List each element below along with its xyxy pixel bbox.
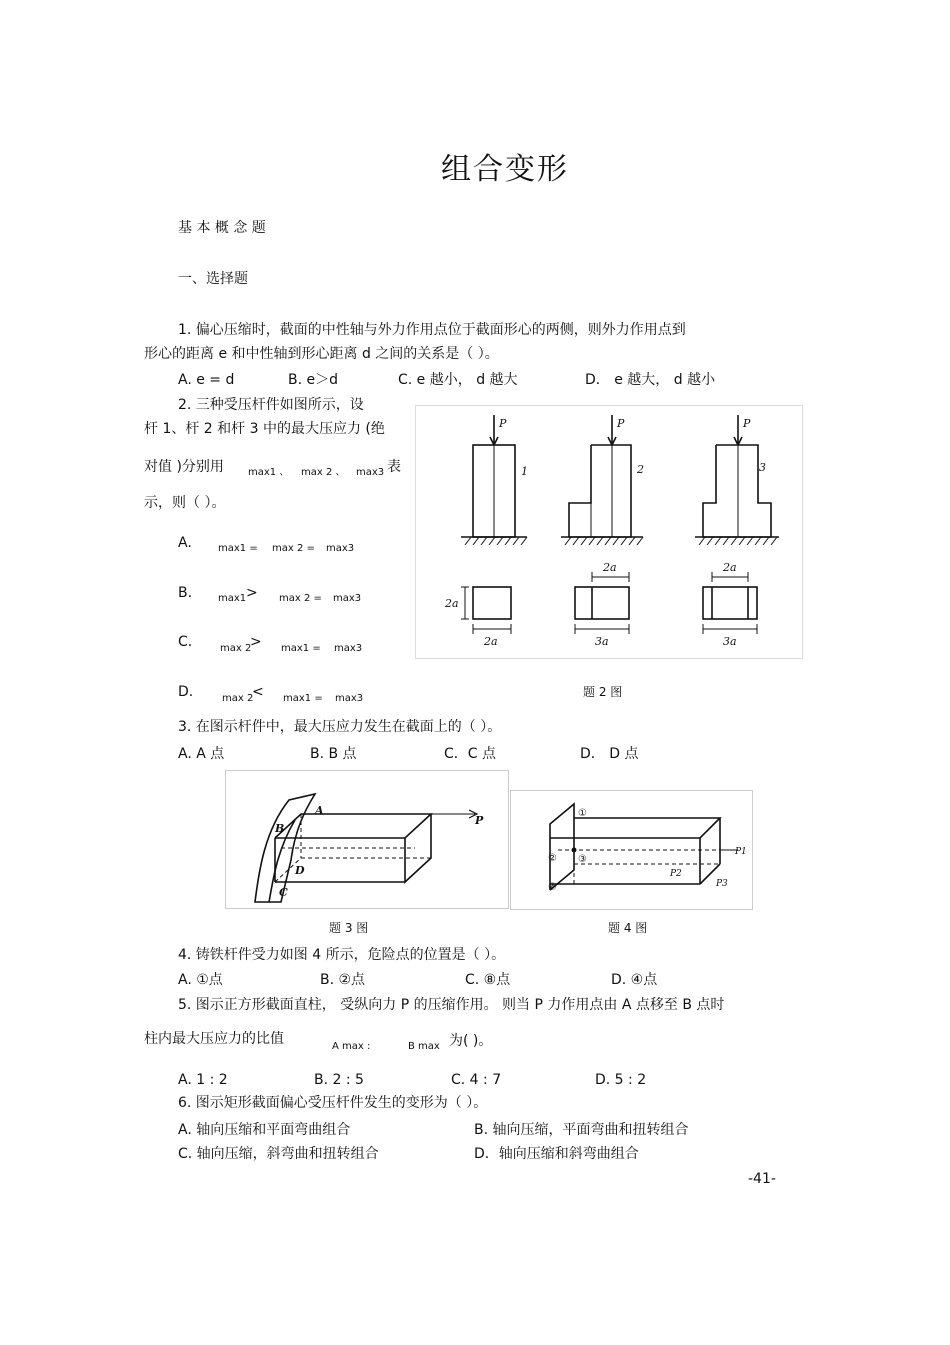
q2-option-b-s2: max 2 =: [279, 593, 322, 604]
q2-text-line2: 杆 1、杆 2 和杆 3 中的最大压应力 (绝: [144, 421, 385, 437]
q2-option-d-op: <: [252, 684, 264, 700]
q1-option-d: D． e 越大， d 越小: [585, 372, 716, 388]
q4-fig-point-2: ②: [548, 853, 557, 864]
q1-option-a: A. e = d: [178, 372, 235, 388]
q2-option-b-label: B.: [178, 585, 193, 601]
q5-stress-ratio-a: A max :: [332, 1041, 371, 1052]
q2-option-d-label: D.: [178, 684, 194, 700]
q2-option-c-op: >: [250, 634, 262, 650]
q1-text-line1: 1. 偏心压缩时，截面的中性轴与外力作用点位于截面形心的两侧，则外力作用点到: [178, 322, 686, 338]
q5-text-line2: 柱内最大压应力的比值: [144, 1031, 284, 1047]
q3-option-d: D． D 点: [580, 746, 639, 762]
q2-option-d-s1: max 2: [222, 693, 254, 704]
q5-option-a: A. 1 : 2: [178, 1072, 228, 1088]
q3-option-c: C．C 点: [444, 746, 497, 762]
page-title: 组合变形: [441, 152, 569, 187]
q3-fig-label-a: A: [315, 804, 324, 817]
q2-fig-number-2: 2: [637, 463, 644, 476]
q3-figure: [225, 770, 511, 910]
q2-option-d-s2: max1 =: [283, 693, 323, 704]
q4-fig-point-4: ④: [548, 882, 557, 893]
q5-stress-ratio-b: B max: [408, 1041, 440, 1052]
q5-option-d: D. 5 : 2: [595, 1072, 647, 1088]
q2-option-a-label: A.: [178, 535, 192, 551]
q2-fig-dim-2a-col3: 2a: [723, 561, 737, 574]
q4-option-a: A. ①点: [178, 972, 223, 988]
q4-fig-force-p2: P2: [670, 869, 682, 879]
q2-option-a-s1: max1 =: [218, 543, 258, 554]
q1-option-c: C. e 越小， d 越大: [398, 372, 518, 388]
q3-figure-caption: 题 3 图: [329, 921, 369, 935]
q1-option-b: B. e＞d: [288, 372, 339, 388]
q2-option-b-op: >: [246, 585, 258, 601]
q2-fig-p-label-2: P: [617, 417, 625, 430]
q2-sigma-label-1: max1 、: [248, 467, 290, 478]
q1-text-line2: 形心的距离 e 和中性轴到形心距离 d 之间的关系是（ ）。: [144, 346, 499, 362]
q2-figure-caption: 题 2 图: [583, 685, 623, 699]
q2-option-b-s1: max1: [218, 593, 247, 604]
q4-option-b: B. ②点: [320, 972, 366, 988]
q2-sigma-label-2: max 2 、: [301, 467, 346, 478]
q2-option-a-s2: max 2 =: [272, 543, 315, 554]
q2-fig-dim-3a-col2: 3a: [595, 635, 609, 648]
q5-text-line2-end: 为( )。: [449, 1033, 493, 1049]
q2-option-c-s2: max1 =: [281, 643, 321, 654]
q4-option-d: D. ④点: [611, 972, 658, 988]
q2-text-line3-end: 表: [387, 459, 401, 475]
q2-text-line3: 对值 )分别用: [144, 459, 224, 475]
q2-figure: [415, 405, 803, 659]
q2-sigma-label-3: max3: [356, 467, 385, 478]
q2-option-c-s3: max3: [334, 643, 363, 654]
q4-option-c: C. ⑧点: [465, 972, 511, 988]
q3-text: 3. 在图示杆件中，最大压应力发生在截面上的（ ）。: [178, 719, 502, 735]
q3-option-b: B. B 点: [310, 746, 357, 762]
q6-option-c: C. 轴向压缩，斜弯曲和扭转组合: [178, 1146, 379, 1162]
q6-option-b: B. 轴向压缩，平面弯曲和扭转组合: [474, 1122, 689, 1138]
q2-option-b-s3: max3: [333, 593, 362, 604]
q2-option-a-s3: max3: [326, 543, 355, 554]
q2-option-c-s1: max 2: [220, 643, 252, 654]
q4-text: 4. 铸铁杆件受力如图 4 所示，危险点的位置是（ ）。: [178, 947, 506, 963]
q6-option-a: A. 轴向压缩和平面弯曲组合: [178, 1122, 351, 1138]
q5-option-c: C. 4 : 7: [451, 1072, 502, 1088]
q2-option-d-s3: max3: [335, 693, 364, 704]
q2-fig-p-label-3: P: [743, 417, 751, 430]
q2-fig-p-label-1: P: [499, 417, 507, 430]
q4-fig-force-p1: P1: [735, 847, 747, 857]
q3-fig-label-b: B: [275, 822, 285, 835]
subsection-heading: 一、选择题: [178, 271, 248, 287]
q2-fig-number-3: 3: [759, 461, 766, 474]
q4-figure: [510, 790, 753, 910]
q3-fig-label-c: C: [279, 886, 288, 899]
q4-fig-point-3: ③: [578, 854, 587, 865]
q2-option-c-label: C.: [178, 634, 193, 650]
page-number: -41-: [748, 1171, 776, 1187]
q4-fig-force-p3: P3: [716, 879, 728, 889]
q3-fig-label-d: D: [295, 864, 305, 877]
q6-text: 6. 图示矩形截面偏心受压杆件发生的变形为（ ）。: [178, 1095, 488, 1111]
q2-fig-number-1: 1: [521, 465, 528, 478]
q4-fig-point-1: ①: [578, 808, 587, 819]
q3-option-a: A. A 点: [178, 746, 225, 762]
q2-fig-dim-2a-width: 2a: [484, 635, 498, 648]
section-heading: 基 本 概 念 题: [178, 220, 266, 236]
q3-fig-label-p: P: [475, 814, 484, 827]
q2-text-line1: 2. 三种受压杆件如图所示，设: [178, 397, 364, 413]
q6-option-d: D．轴向压缩和斜弯曲组合: [474, 1146, 639, 1162]
q2-text-line4: 示，则（ ）。: [144, 495, 226, 511]
q2-fig-dim-2a-col2: 2a: [603, 561, 617, 574]
q5-text-line1: 5. 图示正方形截面直柱， 受纵向力 P 的压缩作用。 则当 P 力作用点由 A 点移至 B 点时: [178, 997, 725, 1013]
q2-fig-dim-3a-col3: 3a: [723, 635, 737, 648]
q4-figure-caption: 题 4 图: [608, 921, 648, 935]
q2-fig-dim-2a-height: 2a: [445, 597, 459, 610]
q5-option-b: B. 2 : 5: [314, 1072, 364, 1088]
